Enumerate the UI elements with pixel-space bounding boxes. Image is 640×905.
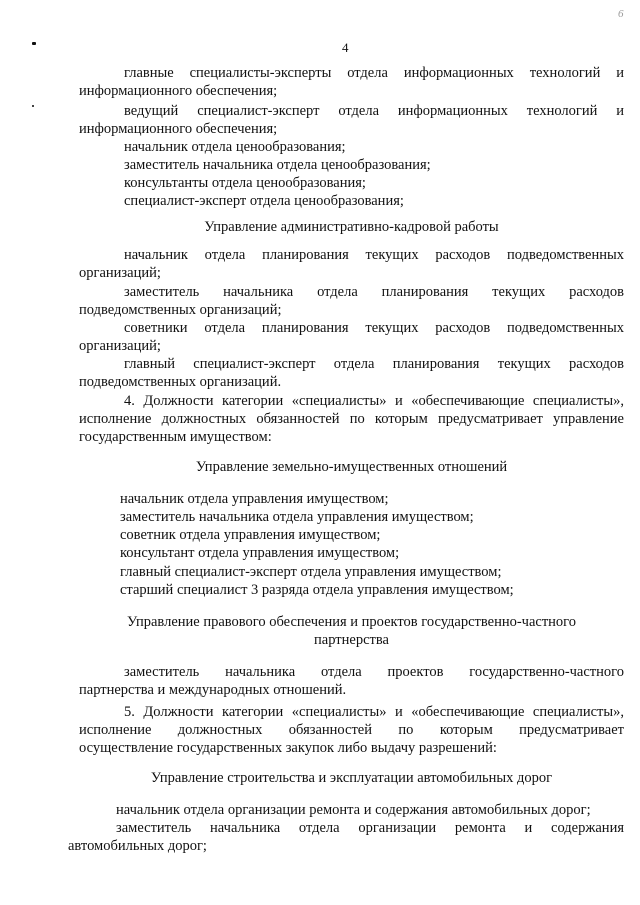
list-item: консультанты отдела ценообразования;	[124, 175, 366, 191]
paragraph-line: 5. Должности категории «специалисты» и «обеспечивающие специалисты»,	[124, 704, 624, 720]
list-item-continuation: информационного обеспечения;	[79, 121, 278, 137]
list-item: специалист-эксперт отдела ценообразования;	[124, 193, 404, 209]
list-item: советник отдела управления имуществом;	[120, 527, 381, 543]
section-heading: Управление правового обеспечения и проектов государственно-частного	[126, 614, 577, 630]
list-item-continuation: информационного обеспечения;	[79, 83, 278, 99]
paragraph-line: государственным имуществом:	[79, 429, 272, 445]
list-item: консультант отдела управления имуществом;	[120, 545, 400, 561]
list-item-continuation: автомобильных дорог;	[68, 838, 207, 854]
section-heading: партнерства	[314, 632, 389, 648]
scan-artifact-dot	[32, 105, 34, 107]
list-item: старший специалист 3 разряда отдела управления имуществом;	[120, 582, 514, 598]
list-item: заместитель начальника отдела проектов государственно-частного	[124, 664, 624, 680]
list-item: заместитель начальника отдела управления имуществом;	[120, 509, 474, 525]
section-heading: Управление земельно-имущественных отношений	[195, 459, 508, 475]
scan-artifact-dot	[32, 42, 36, 45]
list-item-continuation: партнерства и международных отношений.	[79, 682, 347, 698]
paragraph-line: исполнение должностных обязанностей по которым предусматривает	[79, 722, 624, 738]
corner-mark: 6	[618, 8, 624, 20]
list-item: главный специалист-эксперт отдела планирования текущих расходов	[124, 356, 624, 372]
list-item-continuation: подведомственных организаций.	[79, 374, 282, 390]
list-item: начальник отдела ценообразования;	[124, 139, 346, 155]
list-item: начальник отдела организации ремонта и содержания автомобильных дорог;	[116, 802, 591, 818]
list-item: заместитель начальника отдела ценообразования;	[124, 157, 431, 173]
paragraph-line: исполнение должностных обязанностей по которым предусматривает управление	[79, 411, 624, 427]
list-item: заместитель начальника отдела организации ремонта и содержания	[116, 820, 624, 836]
list-item: начальник отдела управления имуществом;	[120, 491, 389, 507]
section-heading: Управление административно-кадровой работы	[204, 219, 499, 235]
list-item: советники отдела планирования текущих расходов подведомственных	[124, 320, 624, 336]
paragraph-line: 4. Должности категории «специалисты» и «обеспечивающие специалисты»,	[124, 393, 624, 409]
list-item: главные специалисты-эксперты отдела информационных технологий и	[124, 65, 624, 81]
list-item-continuation: организаций;	[79, 265, 161, 281]
list-item: ведущий специалист-эксперт отдела информационных технологий и	[124, 103, 624, 119]
page-number: 4	[342, 40, 349, 55]
paragraph-line: осуществление государственных закупок либо выдачу разрешений:	[79, 740, 497, 756]
list-item-continuation: подведомственных организаций;	[79, 302, 282, 318]
section-heading: Управление строительства и эксплуатации автомобильных дорог	[150, 770, 553, 786]
list-item: начальник отдела планирования текущих расходов подведомственных	[124, 247, 624, 263]
list-item: главный специалист-эксперт отдела управления имуществом;	[120, 564, 502, 580]
list-item-continuation: организаций;	[79, 338, 161, 354]
list-item: заместитель начальника отдела планирования текущих расходов	[124, 284, 624, 300]
